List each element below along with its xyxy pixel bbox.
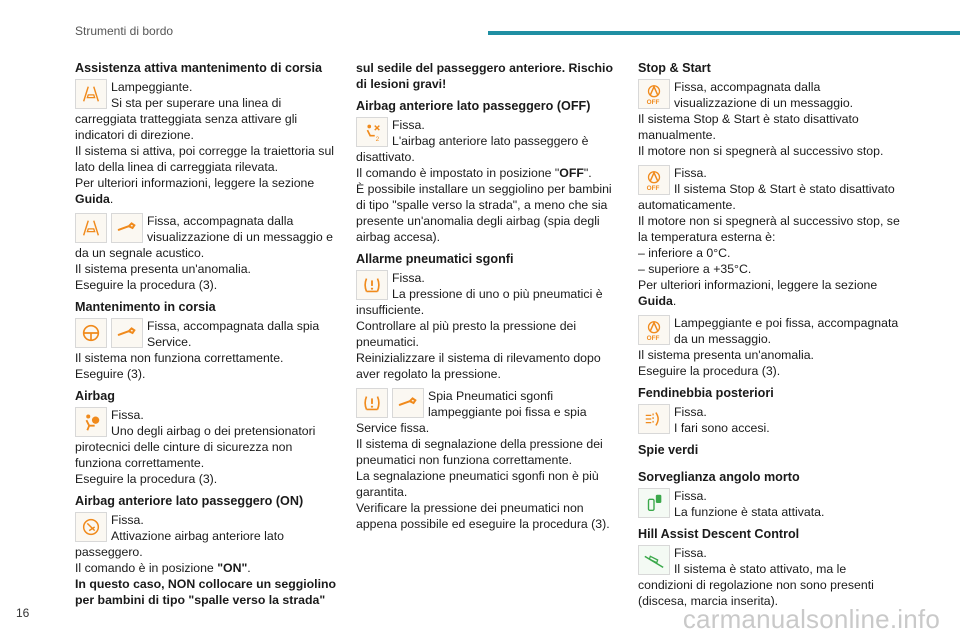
safety-warning: In questo caso, NON collocare un seggiolino per bambini di tipo "spalle verso la strada" [75,577,337,607]
text-line: Uno degli airbag o dei pretensionatori pirotecnici delle cinture di sicurezza non funziona correttamente. [75,424,316,470]
text-line: I fari sono accesi. [674,421,770,435]
section-title: Allarme pneumatici sgonfi [356,252,514,266]
stop-start-off-icon [638,165,670,195]
switch-state: OFF [559,166,584,180]
section-title: Airbag anteriore lato passeggero (ON) [75,494,304,508]
section-title: Hill Assist Descent Control [638,527,800,541]
wrench-icon [111,213,143,243]
lane-assist-icon [75,213,107,243]
bold-reference: Guida [75,192,110,206]
svg-text:OFF: OFF [646,99,660,105]
column-2 [356,60,621,538]
stop-start-off-icon [638,79,670,109]
running-header: Strumenti di bordo [75,24,174,38]
section-blind-spot [638,469,903,520]
hill-descent-icon [638,545,670,575]
svg-text:2: 2 [375,136,380,143]
text-line: Fissa, accompagnata dalla visualizzazione di un messaggio e da un segnale acustico. [75,214,333,260]
text-line: Fissa. [392,271,425,285]
safety-warning: sul sedile del passeggero anteriore. Rischio di lesioni gravi! [356,61,613,91]
text-line: Fissa. [674,546,707,560]
warning-continuation [356,60,621,92]
stop-start-off-icon [638,315,670,345]
text-line: Lampeggiante e poi fissa, accompagnata da un messaggio. [674,316,899,346]
tyre-pressure-icon [356,270,388,300]
text-line: È possibile installare un seggiolino per bambini di tipo "spalle verso la strada", a meno che sia presente un'anomalia degli airbag (spia degli airbag accesa). [356,182,612,244]
text-line: Eseguire la procedura (3). [638,364,781,378]
section-title: Mantenimento in corsia [75,300,216,314]
text-line: Si sta per superare una linea di carreggiata tratteggiata senza attivare gli indicatori di direzione. [75,96,298,142]
section-title: Airbag anteriore lato passeggero (OFF) [356,99,591,113]
text-line: Fissa. [674,489,707,503]
text-line: Il motore non si spegnerà al successivo stop, se la temperatura esterna è: [638,214,900,244]
text-line: Eseguire la procedura (3). [75,472,218,486]
page-number: 16 [16,606,30,620]
text-line: Verificare la pressione dei pneumatici non appena possibile ed eseguire la procedura (3). [356,501,610,531]
text-line: La funzione è stata attivata. [674,505,825,519]
text-line: Il sistema Stop & Start è stato disattivato manualmente. [638,112,859,142]
section-lane-keeping [75,299,340,382]
section-stop-start-auto [638,165,903,309]
column-3 [638,60,903,615]
text-line: Fissa. [111,513,144,527]
header-accent-bar [488,31,960,35]
switch-state: "ON" [217,561,248,575]
section-airbag-off [356,98,621,245]
section-stop-start-fault [638,315,903,379]
steering-wheel-icon [75,318,107,348]
text-line: Il sistema Stop & Start è stato disattivato automaticamente. [638,182,895,212]
section-rear-fog [638,385,903,436]
svg-text:OFF: OFF [646,335,660,341]
text-line: Il sistema presenta un'anomalia. [75,262,251,276]
airbag-on-icon [75,512,107,542]
text-line: La segnalazione pneumatici sgonfi non è più garantita. [356,469,599,499]
airbag-icon [75,407,107,437]
lane-assist-icon [75,79,107,109]
section-hill-descent [638,526,903,609]
rear-fog-icon [638,404,670,434]
text-line: Il sistema non funziona correttamente. [75,351,284,365]
text-line: Reinizializzare il sistema di rilevamento dopo aver regolato la pressione. [356,351,601,381]
column-1 [75,60,340,614]
text-line: La pressione di uno o più pneumatici è insufficiente. [356,287,603,317]
svg-text:OFF: OFF [646,185,660,191]
text-line: Fissa. [392,118,425,132]
section-airbag-on [75,493,340,608]
section-stop-start [638,60,903,159]
text-line: – superiore a +35°C. [638,262,752,276]
tyre-pressure-icon [356,388,388,418]
text-line: Il sistema presenta un'anomalia. [638,348,814,362]
bold-reference: Guida [638,294,673,308]
text-line: Per ulteriori informazioni, leggere la sezione Guida. [638,278,878,308]
text-line: Il comando è in posizione "ON". [75,561,251,575]
text-line: Fissa. [111,408,144,422]
wrench-icon [111,318,143,348]
text-line: Eseguire (3). [75,367,146,381]
text-line: Fissa. [674,405,707,419]
text-line: L'airbag anteriore lato passeggero è disattivato. [356,134,589,164]
section-title: Airbag [75,389,115,403]
section-title: Stop & Start [638,61,711,75]
text-line: Lampeggiante. [111,80,193,94]
text-line: Spia Pneumatici sgonfi lampeggiante poi fissa e spia Service fissa. [356,389,587,435]
section-lane-assist [75,60,340,207]
section-title: Sorveglianza angolo morto [638,470,800,484]
text-line: Eseguire la procedura (3). [75,278,218,292]
text-line: Controllare al più presto la pressione dei pneumatici. [356,319,577,349]
section-title: Fendinebbia posteriori [638,386,774,400]
text-line: Il sistema di segnalazione della pressione dei pneumatici non funziona correttamente. [356,437,603,467]
wrench-icon [392,388,424,418]
section-lane-assist-fault [75,213,340,293]
section-tyre-pressure [356,251,621,382]
watermark: carmanualsonline.info [682,604,940,634]
text-line: Per ulteriori informazioni, leggere la sezione Guida. [75,176,315,206]
text-line: Fissa, accompagnata dalla spia Service. [147,319,320,349]
text-line: – inferiore a 0°C. [638,246,731,260]
section-title: Assistenza attiva mantenimento di corsia [75,61,323,75]
blind-spot-icon [638,488,670,518]
section-tyre-pressure-fault [356,388,621,532]
text-line: Il motore non si spegnerà al successivo stop. [638,144,884,158]
text-line: Attivazione airbag anteriore lato passeggero. [75,529,284,559]
text-line: Fissa. [674,166,707,180]
text-line: Fissa, accompagnata dalla visualizzazione di un messaggio. [674,80,854,110]
group-title: Spie verdi [638,443,699,457]
text-line: Il sistema si attiva, poi corregge la traiettoria sul lato della linea di carreggiata rilevata. [75,144,335,174]
text-line: Il comando è impostato in posizione "OFF". [356,166,592,180]
airbag-off-icon [356,117,388,147]
text-line: Il sistema è stato attivato, ma le condizioni di regolazione non sono presenti (discesa, marcia inserita). [638,562,874,608]
section-airbag [75,388,340,487]
